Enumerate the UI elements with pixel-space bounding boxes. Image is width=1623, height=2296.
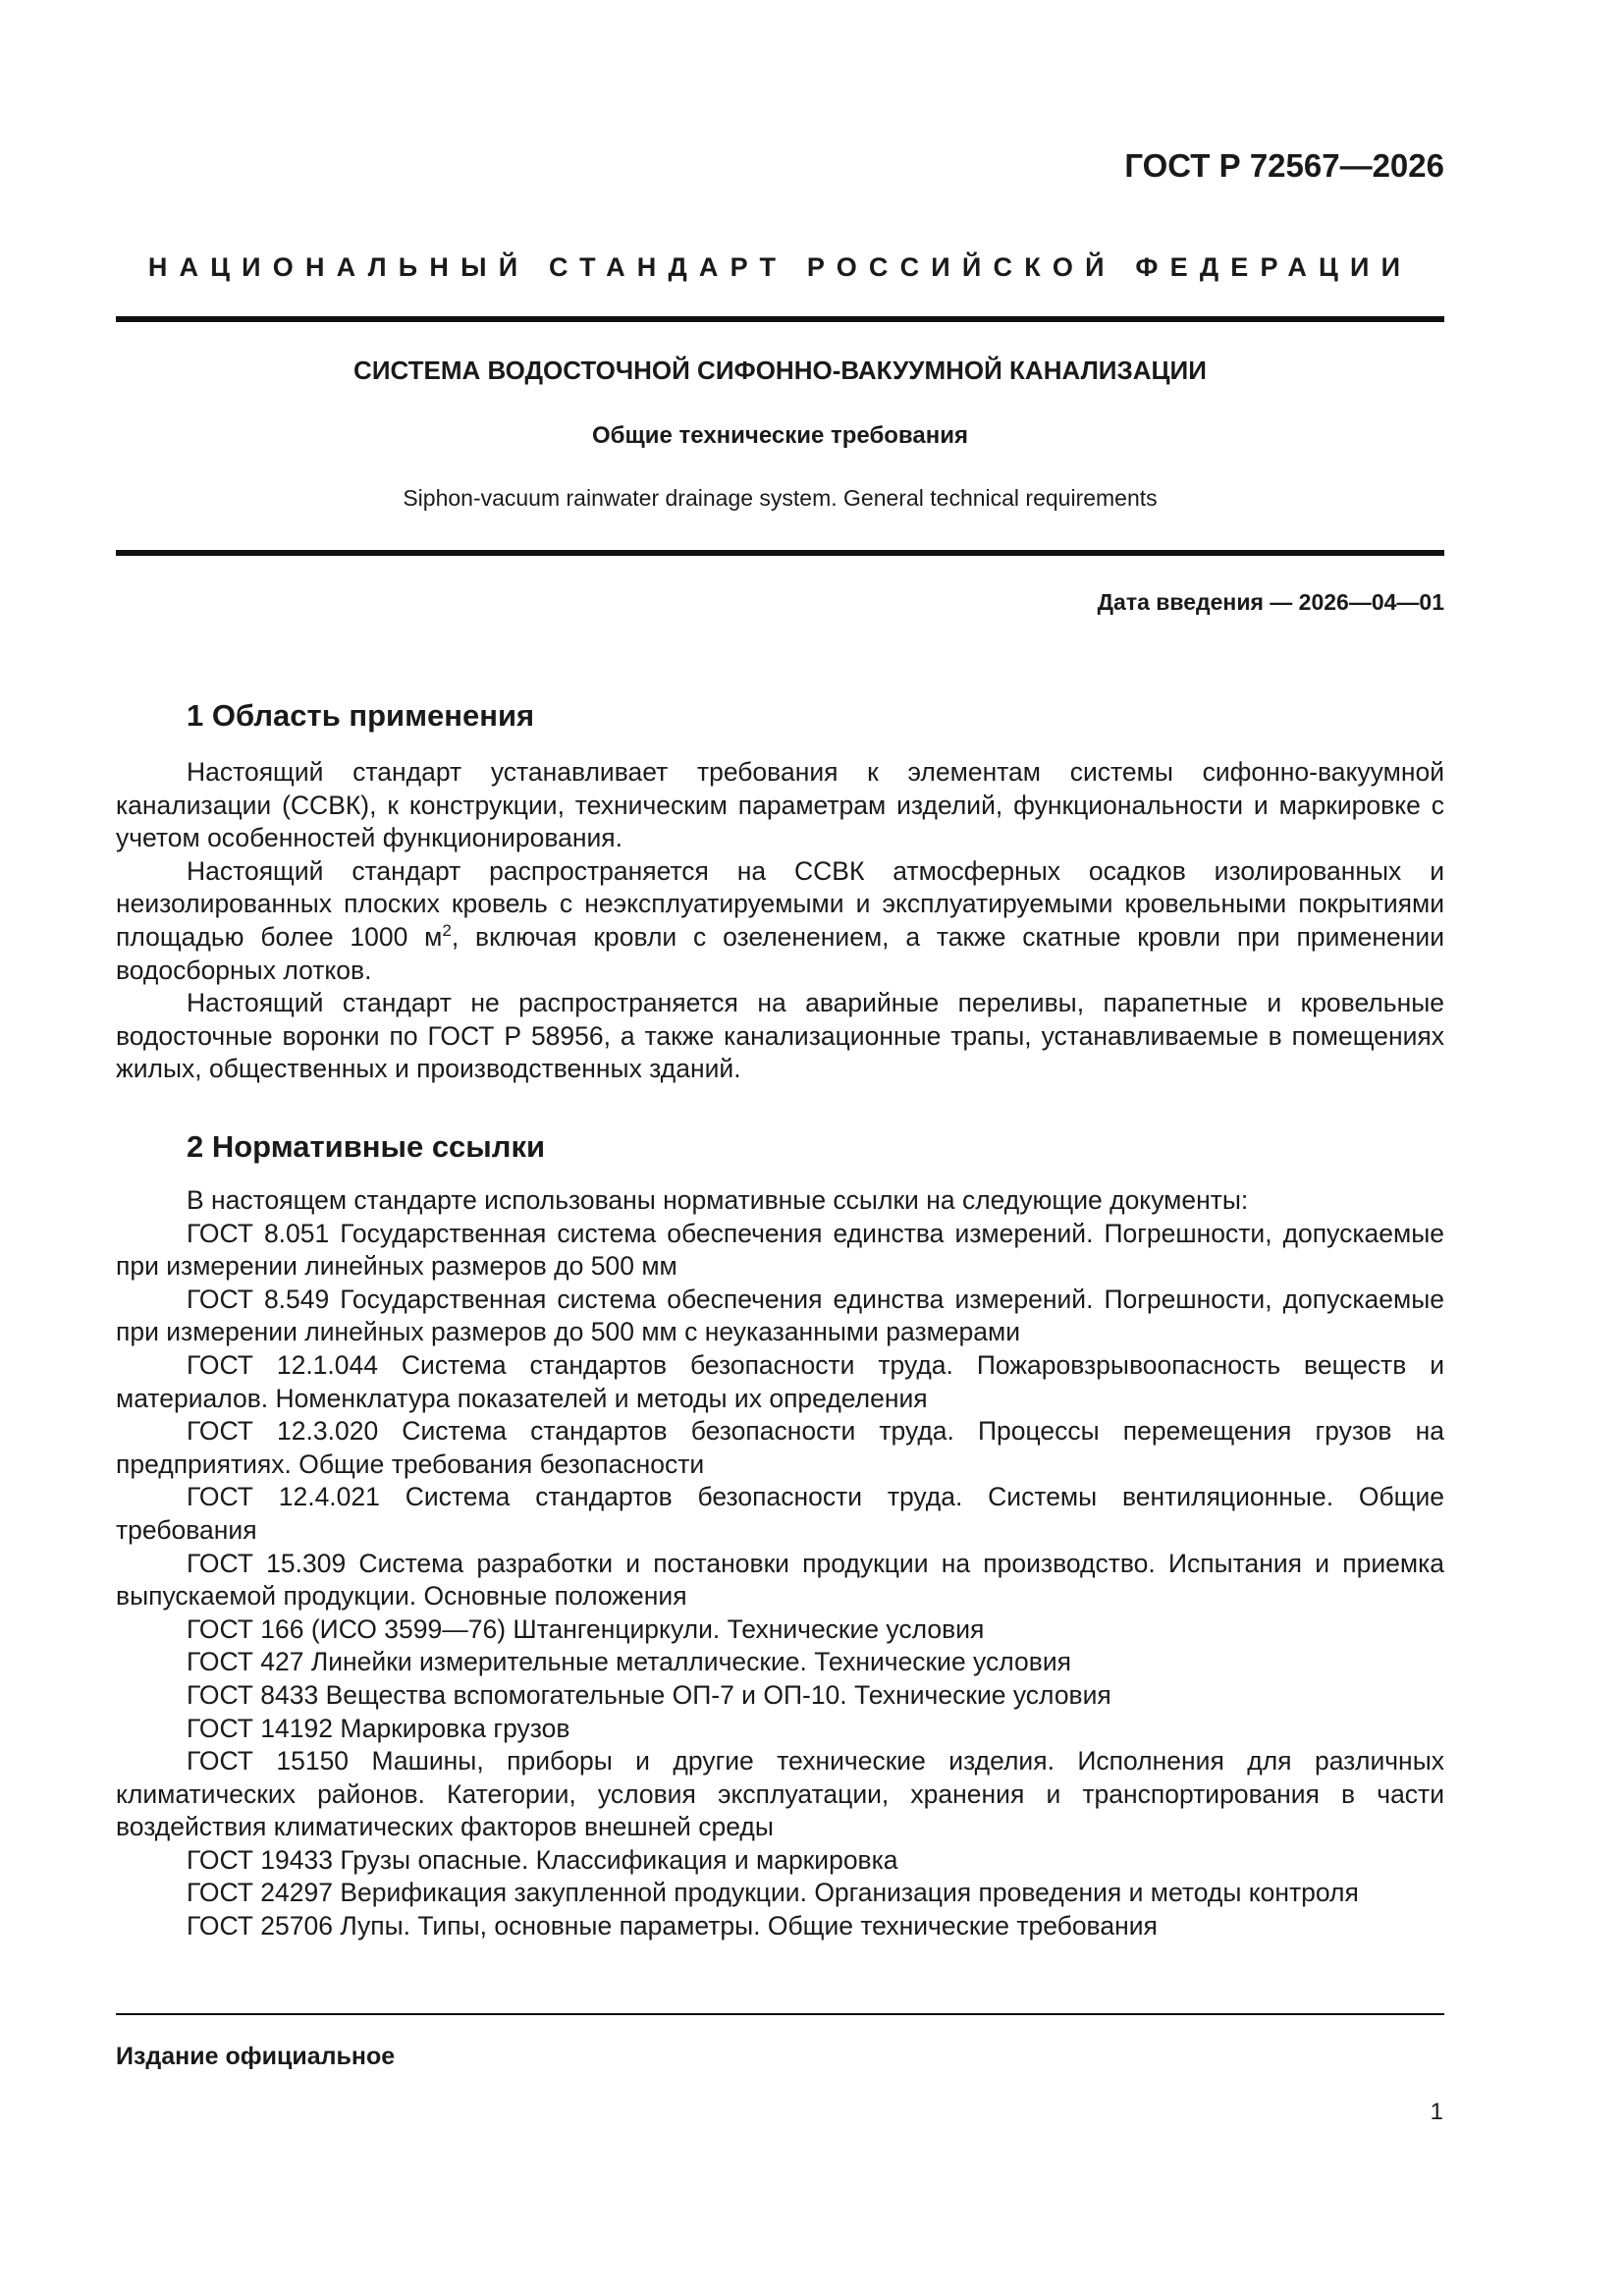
reference-item: ГОСТ 8.051 Государственная система обеспечения единства измерений. Погрешности, допускаемые при измерении линейных размеров до 500 мм [116, 1218, 1444, 1282]
national-standard-heading: НАЦИОНАЛЬНЫЙ СТАНДАРТ РОССИЙСКОЙ ФЕДЕРАЦИИ [147, 252, 1413, 282]
section-2-intro: В настоящем стандарте использованы нормативные ссылки на следующие документы: [187, 1185, 1249, 1215]
reference-item: ГОСТ 8433 Вещества вспомогательные ОП-7 и ОП-10. Технические условия [187, 1679, 1111, 1710]
introduction-date: Дата введения — 2026—04—01 [1097, 589, 1444, 615]
section-1-body [116, 756, 1444, 1086]
reference-item: ГОСТ 25706 Лупы. Типы, основные параметры. Общие технические требования [187, 1911, 1158, 1941]
section-1-paragraph-1: Настоящий стандарт устанавливает требования к элементам системы сифонно-вакуумной канализации (ССВК), к конструкции, техническим параметрам изделий, функциональности и маркировке с учетом особенностей функционирования. [116, 757, 1444, 853]
reference-item: ГОСТ 12.4.021 Система стандартов безопасности труда. Системы вентиляционные. Общие требования [116, 1482, 1444, 1545]
section-2-heading: 2 Нормативные ссылки [187, 1129, 546, 1164]
document-subtitle: Общие технические требования [592, 422, 968, 449]
footer-divider [116, 2013, 1444, 2015]
document-title: СИСТЕМА ВОДОСТОЧНОЙ СИФОННО-ВАКУУМНОЙ КАНАЛИЗАЦИИ [353, 355, 1207, 385]
section-2-body [116, 1184, 1444, 1943]
paragraph-2-text: Настоящий стандарт распространяется на ССВК атмосферных осадков изолированных и неизолированных плоских кровель с неэксплуатируемыми и эксплуатируемыми кровельными покрытиями площадью более 1000 м [116, 855, 1444, 952]
section-1-paragraph-3: Настоящий стандарт не распространяется на аварийные переливы, парапетные и кровельные водосточные воронки по ГОСТ Р 58956, а также канализационные трапы, устанавливаемые в помещениях жилых, общественных и производственных зданий. [116, 988, 1444, 1084]
reference-item: ГОСТ 14192 Маркировка грузов [187, 1713, 570, 1743]
section-1-heading: 1 Область применения [187, 698, 535, 733]
reference-item: ГОСТ 166 (ИСО 3599—76) Штангенциркули. Технические условия [187, 1613, 985, 1644]
section-1-paragraph-2 [116, 855, 1444, 987]
document-title-english: Siphon-vacuum rainwater drainage system. General technical requirements [403, 485, 1158, 511]
reference-item: ГОСТ 8.549 Государственная система обеспечения единства измерений. Погрешности, допускаемые при измерении линейных размеров до 500 мм с неуказанными размерами [116, 1284, 1444, 1347]
reference-item: ГОСТ 427 Линейки измерительные металлические. Технические условия [187, 1647, 1071, 1677]
reference-item: ГОСТ 12.1.044 Система стандартов безопасности труда. Пожаровзрывоопасность веществ и материалов. Номенклатура показателей и методы их определения [116, 1349, 1444, 1413]
reference-item: ГОСТ 24297 Верификация закупленной продукции. Организация проведения и методы контроля [187, 1878, 1359, 1908]
reference-item: ГОСТ 15150 Машины, приборы и другие технические изделия. Исполнения для различных климатических районов. Категории, условия эксплуатации, хранения и транспортирования в части воздействия климатических факторов внешней среды [116, 1746, 1444, 1842]
page-number: 1 [1430, 2099, 1443, 2125]
superscript: 2 [442, 921, 452, 941]
paragraph-2-text-end: , включая кровли с озеленением, а также скатные кровли при применении водосборных лотков. [116, 921, 1444, 985]
title-divider [116, 550, 1444, 556]
reference-item: ГОСТ 15.309 Система разработки и постановки продукции на производство. Испытания и приемка выпускаемой продукции. Основные положения [116, 1548, 1444, 1612]
gost-number: ГОСТ Р 72567—2026 [1124, 147, 1444, 184]
top-divider [116, 316, 1444, 322]
edition-label: Издание официальное [116, 2043, 396, 2070]
reference-item: ГОСТ 12.3.020 Система стандартов безопасности труда. Процессы перемещения грузов на предприятиях. Общие требования безопасности [116, 1416, 1444, 1479]
reference-item: ГОСТ 19433 Грузы опасные. Классификация и маркировка [187, 1844, 898, 1875]
